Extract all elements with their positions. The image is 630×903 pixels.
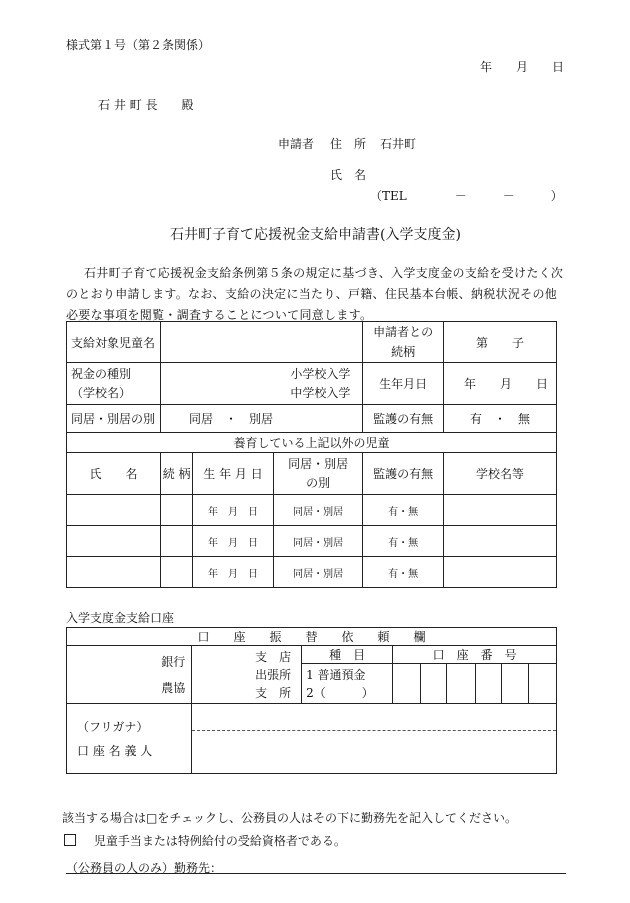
tel-field[interactable]: （TEL － － ） [370, 189, 563, 203]
furigana-input[interactable] [192, 704, 556, 731]
target-child-label: 支給対象児童名 [67, 322, 161, 363]
row-cohabit[interactable]: 同居・別居 [273, 557, 363, 588]
row-relation[interactable] [161, 526, 193, 557]
digit-1[interactable] [393, 664, 420, 704]
page-title: 石井町子育て応援祝金支給申請書(入学支度金) [170, 227, 461, 243]
applicant-label: 申請者 [278, 137, 315, 151]
guardian-label: 監護の有無 [363, 405, 444, 433]
target-child-input[interactable] [161, 322, 363, 363]
agri-label: 農協 [161, 680, 186, 695]
holder-label: 口 座 名 義 人 [77, 743, 153, 758]
furigana-label: （フリガナ） [77, 719, 149, 734]
row-birth[interactable]: 年 月 日 [193, 557, 274, 588]
type-label: 種 目 [302, 646, 393, 664]
eligibility-checkbox[interactable] [64, 834, 76, 846]
row-school[interactable] [443, 557, 556, 588]
type-options[interactable]: 1 普通預金 2（ ） [302, 664, 393, 704]
digit-2[interactable] [420, 664, 446, 704]
kind-options[interactable]: 小学校入学 中学校入学 [161, 363, 363, 405]
holder-label-cell [67, 704, 192, 774]
col-header-name: 氏 名 [67, 453, 161, 495]
col-header-birth: 生 年 月 日 [193, 453, 274, 495]
row-birth[interactable]: 年 月 日 [193, 495, 274, 526]
address-value[interactable]: 石井町 [380, 137, 417, 151]
digit-4[interactable] [475, 664, 501, 704]
cohabit-label: 同居・別居の別 [67, 405, 161, 433]
row-relation[interactable] [161, 495, 193, 526]
eligibility-row [64, 832, 346, 849]
form-number: 様式第１号（第２条関係） [66, 38, 211, 52]
row-birth[interactable]: 年 月 日 [193, 526, 274, 557]
account-banner: 口 座 振 替 依 頼 欄 [67, 628, 557, 646]
col-header-cohabit: 同居・別居 の別 [273, 453, 363, 495]
address-label: 住 所 [330, 137, 367, 151]
employer-label: （公務員の人のみ）勤務先： [66, 861, 223, 875]
digit-6[interactable] [529, 664, 557, 704]
table-row [67, 495, 557, 526]
row-guardian[interactable]: 有・無 [363, 495, 444, 526]
others-title: 養育している上記以外の児童 [67, 433, 557, 453]
addressee: 石 井 町 長 殿 [98, 98, 194, 112]
row-guardian[interactable]: 有・無 [363, 526, 444, 557]
table-row [67, 557, 557, 588]
child-table [66, 321, 557, 588]
date-field[interactable]: 年 月 日 [480, 60, 565, 74]
employer-input-line[interactable] [66, 873, 566, 874]
kind-label: 祝金の種別 （学校名） [67, 363, 161, 405]
row-relation[interactable] [161, 557, 193, 588]
bank-label: 銀行 [161, 654, 186, 669]
col-header-guardian: 監護の有無 [363, 453, 444, 495]
account-table [66, 627, 557, 774]
row-name[interactable] [67, 526, 161, 557]
birth-value[interactable]: 年 月 日 [443, 363, 556, 405]
row-school[interactable] [443, 526, 556, 557]
col-header-relation: 続 柄 [161, 453, 193, 495]
guardian-value[interactable]: 有 ・ 無 [443, 405, 556, 433]
branch-lines[interactable]: 支 店 出張所 支 所 [192, 646, 302, 704]
relation-value[interactable]: 第 子 [443, 322, 556, 363]
name-label: 氏 名 [330, 168, 367, 182]
row-name[interactable] [67, 495, 161, 526]
cohabit-value[interactable]: 同居 ・ 別居 [161, 405, 363, 433]
number-label: 口 座 番 号 [393, 646, 557, 664]
relation-label: 申請者との 続柄 [363, 322, 444, 363]
account-section-label: 入学支度金支給口座 [66, 611, 175, 625]
bank-agri[interactable] [67, 646, 192, 704]
row-guardian[interactable]: 有・無 [363, 557, 444, 588]
row-school[interactable] [443, 495, 556, 526]
table-row [67, 526, 557, 557]
digit-5[interactable] [502, 664, 529, 704]
eligibility-label: 児童手当または特例給付の受給資格者である。 [93, 834, 346, 848]
holder-input[interactable] [192, 704, 557, 774]
digit-3[interactable] [447, 664, 476, 704]
intro-paragraph: 石井町子育て応援祝金支給条例第５条の規定に基づき、入学支度金の支給を受けたく次のとおり申請します。なお、支給の決定に当たり、戸籍、住民基本台帳、納税状況その他必要な事項を閲覧・調査することについて同意します。 [66, 266, 564, 322]
row-name[interactable] [67, 557, 161, 588]
row-cohabit[interactable]: 同居・別居 [273, 526, 363, 557]
col-header-school: 学校名等 [443, 453, 556, 495]
instruction-text: 該当する場合は□をチェックし、公務員の人はその下に勤務先を記入してください。 [62, 811, 517, 825]
birth-label: 生年月日 [363, 363, 444, 405]
row-cohabit[interactable]: 同居・別居 [273, 495, 363, 526]
